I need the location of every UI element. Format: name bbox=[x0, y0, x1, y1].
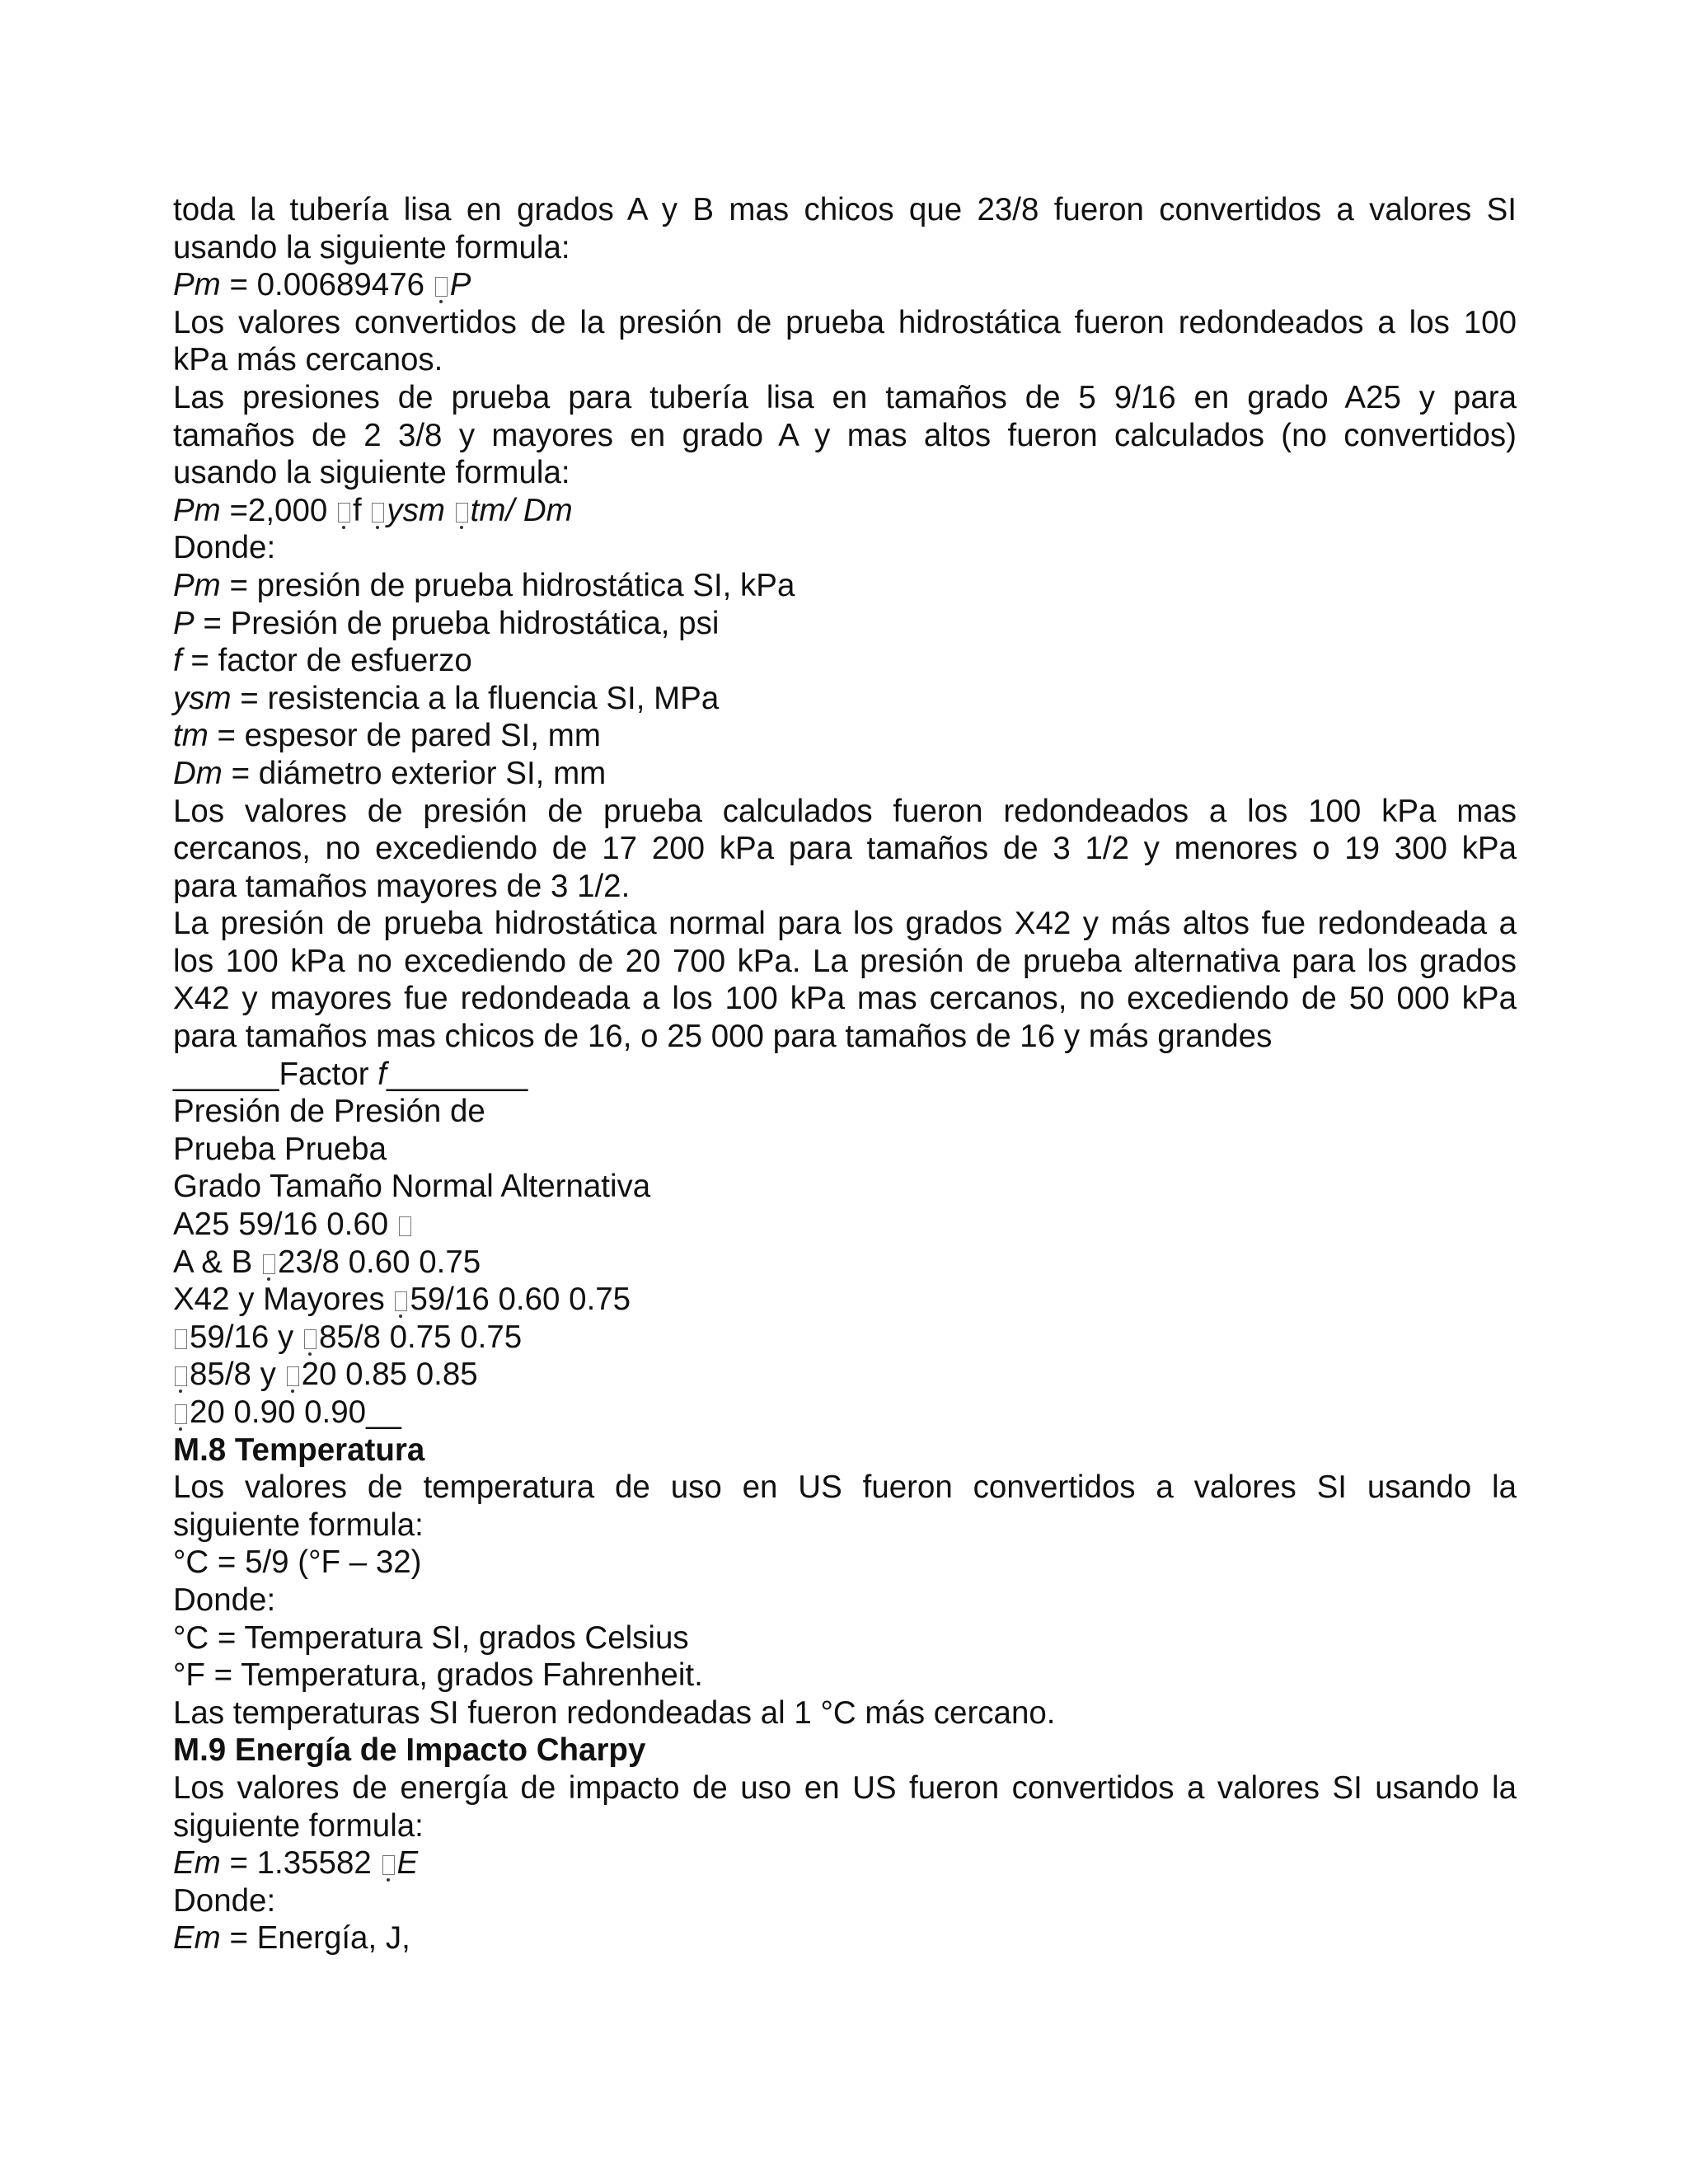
section-heading: M.8 Temperatura bbox=[173, 1432, 425, 1468]
missing-glyph-icon bbox=[263, 1254, 275, 1274]
missing-glyph-icon bbox=[435, 277, 448, 297]
formula-text: = 1.35582 bbox=[220, 1845, 381, 1882]
table-cell-text: 85/8 y bbox=[190, 1357, 285, 1393]
table-cell-text: 59/16 y bbox=[190, 1319, 302, 1355]
table-cell-text: 20 0.90 0.90__ bbox=[190, 1394, 401, 1430]
missing-glyph-icon bbox=[175, 1366, 187, 1386]
paragraph-line: usando la siguiente formula: bbox=[173, 229, 570, 265]
definition-line bbox=[173, 717, 1517, 755]
formula-text: f bbox=[352, 492, 371, 528]
formula-text: = 0.00689476 bbox=[220, 267, 434, 303]
paragraph-line: kPa más cercanos. bbox=[173, 342, 443, 378]
definition-variable: Pm bbox=[173, 567, 221, 603]
donde-label: Donde: bbox=[173, 530, 276, 566]
table-title-text: ______Factor bbox=[173, 1056, 378, 1092]
missing-glyph-icon bbox=[399, 1216, 411, 1236]
table-row bbox=[173, 1244, 1517, 1282]
definition-line bbox=[173, 642, 1517, 680]
definition-text: = Presión de prueba hidrostática, psi bbox=[194, 605, 720, 641]
table-cell-text: 23/8 0.60 0.75 bbox=[278, 1244, 481, 1280]
paragraph-line: X42 y mayores fue redondeada a los 100 kPa mas cercanos, no excediendo de 50 000 kPa bbox=[173, 981, 1517, 1017]
table-cell-text: X42 y Mayores bbox=[173, 1282, 394, 1318]
paragraph-line: toda la tubería lisa en grados A y B mas chicos que 23/8 fueron convertidos a valores SI bbox=[173, 192, 1517, 227]
definition-line bbox=[173, 567, 1517, 605]
formula-variable: Pm bbox=[173, 267, 221, 303]
paragraph-line: para tamaños mayores de 3 1/2. bbox=[173, 868, 631, 904]
definition-variable: ysm bbox=[173, 680, 232, 716]
paragraph-line: siguiente formula: bbox=[173, 1807, 424, 1844]
paragraph-line: Los valores de temperatura de uso en US fueron convertidos a valores SI usando la bbox=[173, 1469, 1517, 1506]
formula-variable: E bbox=[396, 1845, 419, 1882]
definition-variable: Em bbox=[173, 1920, 221, 1957]
table-row bbox=[173, 1394, 1517, 1432]
missing-glyph-icon bbox=[304, 1329, 316, 1349]
table-header-line: Presión de Presión de bbox=[173, 1094, 485, 1130]
definition-text: = presión de prueba hidrostática SI, kPa bbox=[220, 567, 795, 603]
table-header-line: Prueba Prueba bbox=[173, 1131, 387, 1167]
table-row bbox=[173, 1206, 1517, 1244]
donde-label: Donde: bbox=[173, 1882, 276, 1919]
missing-glyph-icon bbox=[338, 503, 350, 523]
table-cell-text: 20 0.85 0.85 bbox=[301, 1357, 478, 1393]
definition-text: = factor de esfuerzo bbox=[181, 643, 472, 679]
definition-variable: Dm bbox=[173, 755, 223, 791]
table-cell-text: 59/16 0.60 0.75 bbox=[410, 1282, 631, 1318]
paragraph-line: siguiente formula: bbox=[173, 1507, 424, 1543]
formula-em bbox=[173, 1844, 1517, 1882]
formula-pm-calculated bbox=[173, 492, 1517, 530]
table-cell-text: A & B bbox=[173, 1244, 262, 1280]
paragraph-line: La presión de prueba hidrostática normal para los grados X42 y más altos fue redondeada a bbox=[173, 906, 1517, 942]
table-row bbox=[173, 1356, 1517, 1394]
formula-variable: P bbox=[449, 267, 471, 303]
paragraph-line: los 100 kPa no excediendo de 20 700 kPa. La presión de prueba alternativa para los grados bbox=[173, 943, 1517, 979]
missing-glyph-icon bbox=[372, 503, 384, 523]
definition-line bbox=[173, 605, 1517, 643]
definition-line bbox=[173, 755, 1517, 793]
formula-variable: Em bbox=[173, 1845, 221, 1882]
paragraph-line: Los valores convertidos de la presión de prueba hidrostática fueron redondeados a los 100 bbox=[173, 304, 1517, 340]
missing-glyph-icon bbox=[395, 1291, 407, 1311]
definition-text: = diámetro exterior SI, mm bbox=[222, 755, 607, 791]
paragraph-line: para tamaños mas chicos de 16, o 25 000 para tamaños de 16 y más grandes bbox=[173, 1019, 1273, 1055]
missing-glyph-icon bbox=[382, 1855, 395, 1875]
paragraph-line: tamaños de 2 3/8 y mayores en grado A y mas altos fueron calculados (no convertidos) bbox=[173, 417, 1517, 453]
table-title bbox=[173, 1056, 1517, 1094]
table-header-line: Grado Tamaño Normal Alternativa bbox=[173, 1169, 651, 1205]
table-row bbox=[173, 1281, 1517, 1319]
missing-glyph-icon bbox=[175, 1404, 187, 1424]
donde-label: Donde: bbox=[173, 1582, 276, 1618]
paragraph-line: Los valores de energía de impacto de uso en US fueron convertidos a valores SI usando la bbox=[173, 1769, 1517, 1806]
table-row bbox=[173, 1319, 1517, 1357]
table-title-variable: f bbox=[377, 1056, 387, 1092]
missing-glyph-icon bbox=[175, 1329, 187, 1349]
paragraph-line: Los valores de presión de prueba calculados fueron redondeados a los 100 kPa mas bbox=[173, 793, 1517, 829]
missing-glyph-icon bbox=[287, 1366, 299, 1386]
formula-variable: tm/ Dm bbox=[470, 492, 573, 528]
paragraph-line: Las presiones de prueba para tubería lisa en tamaños de 5 9/16 en grado A25 y para bbox=[173, 379, 1517, 415]
definition-line: °F = Temperatura, grados Fahrenheit. bbox=[173, 1657, 703, 1694]
definition-variable: f bbox=[173, 643, 182, 679]
missing-glyph-icon bbox=[456, 503, 468, 523]
definition-text: = resistencia a la fluencia SI, MPa bbox=[231, 680, 720, 716]
table-title-text: ________ bbox=[386, 1056, 528, 1092]
paragraph-line: Las temperaturas SI fueron redondeadas al 1 °C más cercano. bbox=[173, 1694, 1056, 1731]
formula-variable: ysm bbox=[387, 492, 454, 528]
definition-text: = Energía, J, bbox=[220, 1920, 410, 1957]
formula-pm bbox=[173, 266, 1517, 304]
table-cell-text: A25 59/16 0.60 bbox=[173, 1207, 397, 1243]
formula-text: =2,000 bbox=[220, 492, 336, 528]
definition-variable: P bbox=[173, 605, 195, 641]
definition-variable: tm bbox=[173, 718, 209, 754]
definition-line: °C = Temperatura SI, grados Celsius bbox=[173, 1619, 689, 1656]
definition-line bbox=[173, 1919, 1517, 1957]
table-cell-text: 85/8 0.75 0.75 bbox=[319, 1319, 523, 1355]
formula-variable: Pm bbox=[173, 492, 221, 528]
paragraph-line: cercanos, no excediendo de 17 200 kPa para tamaños de 3 1/2 y menores o 19 300 kPa bbox=[173, 831, 1517, 867]
formula-celsius: °C = 5/9 (°F – 32) bbox=[173, 1544, 422, 1581]
paragraph-line: usando la siguiente formula: bbox=[173, 455, 570, 491]
definition-text: = espesor de pared SI, mm bbox=[208, 718, 601, 754]
definition-line bbox=[173, 680, 1517, 718]
document-page bbox=[173, 191, 1517, 1957]
section-heading: M.9 Energía de Impacto Charpy bbox=[173, 1732, 646, 1769]
